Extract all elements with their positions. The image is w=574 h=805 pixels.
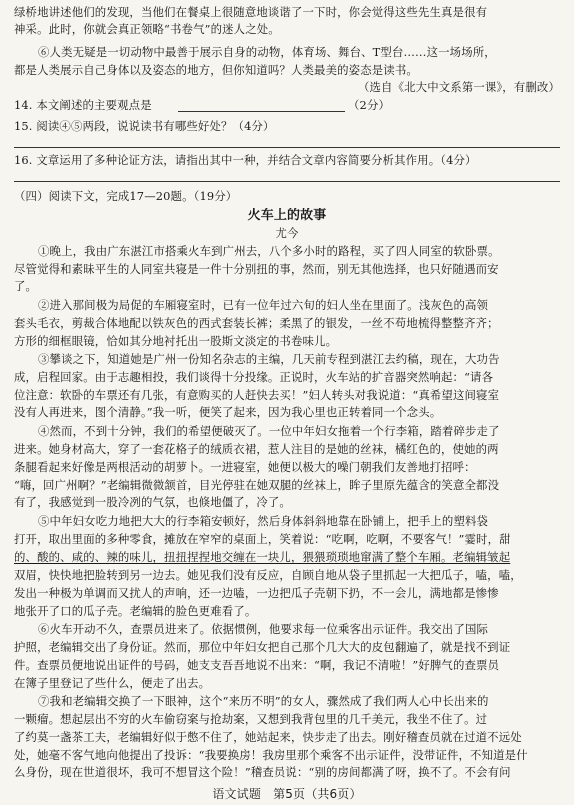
page-footer: 语文试题 第5页（共6页）: [212, 787, 362, 801]
answer-blank[interactable]: [178, 111, 345, 112]
text-line: 有了，我感觉到一股冷冽的气氛，也倏地僵了，冷了。: [14, 495, 291, 509]
article-author: 尤今: [275, 226, 299, 240]
text-line: 处，她毫不客气地向他提出了投诉：“我要换房！我房里那个乘客不出示证件，没带证件，不知道是什: [14, 748, 528, 762]
text-line: 尽管觉得和素昧平生的人同室共寝是一件十分别扭的事，然而，别无其他选择，也只好随遇而安: [14, 262, 499, 276]
article-title: 火车上的故事: [247, 208, 327, 223]
text-line: ⑥火车开动不久，查票员进来了。依据惯例，他要求每一位乘客出示证件。我交出了国际: [38, 622, 489, 636]
text-line: 一颗瘤。想起层出不穷的火车偷窃案与抢劫案，又想到我背包里的几千美元，我坐不住了。过: [14, 712, 488, 726]
text-line: 位注意：软卧的车票还有几张，有意购买的人赶快去买！”妇人转头对我说道：“真希望这间寝室: [14, 388, 500, 402]
text-line: 了约莫一盏茶工夫，老编辑好似于憋不住了，她站起来，快步走了出去。刚好稽查员就在过道不远处: [14, 730, 522, 744]
text-line: ①晚上，我由广东湛江市搭乘火车到广州去，八个多小时的路程，买了四人同室的软卧票。: [38, 244, 500, 258]
text-line: 了。: [14, 279, 38, 293]
text-line-underlined: 的、酸的、咸的、辣的味儿，扭扭捏捏地交缠在一块儿，猥猥琐琐地窜满了整个车厢。老编辑皱起: [14, 550, 511, 564]
text-line: 绿桥地讲述他们的发现，当他们在餐桌上很随意地谈谐了一下时，你会觉得这些先生真是很有: [14, 5, 488, 19]
text-line: 没有人再进来，图个清静。”我一听，便笑了起来，因为我心里也正转着同一个念头。: [14, 405, 442, 419]
answer-blank[interactable]: [14, 181, 560, 182]
text-line: 条腿看起来好像是两根活动的胡萝卜。一进寝室，她便以极大的噪门朝我们友善地打招呼：: [14, 460, 476, 474]
text-line: 在簿子里登记了些什么，便走了出去。: [14, 676, 211, 690]
text-line: 打开，取出里面的多种零食，摊放在窄窄的桌面上，笑着说：“吃啊，吃啊，不要客气！”霎时，甜: [14, 532, 511, 546]
text-line: 护照，老编辑交出了身份证。然而，那位中年妇女把自己那个几大大的皮包翻遍了，就是找不到证: [14, 640, 511, 654]
text-line: 件。查票员便地说出证件的号码，她支支吾吾地说不出来：“啊，我记不清啦！”好脾气的查票员: [14, 658, 500, 672]
text-line: ⑥人类无疑是一切动物中最善于展示自身的动物，体育场、舞台、T型台……这一场场所，: [38, 45, 496, 59]
text-line: 成，启程回家。由于志趣相投，我们谈得十分投缘。正说时，火车站的扩音器突然响起：“请各: [14, 370, 494, 384]
text-line: 套头毛衣，剪裁合体地配以铁灰色的西式套装长裤；柔黑了的银发，一丝不苟地梳得整整齐齐；: [14, 316, 499, 330]
text-line: 么身份，现在世道很坏，我可不想冒这个险！”稽查员说：“别的房间都满了呀，换不了。不会有问: [14, 765, 511, 779]
section-heading: （四）阅读下文，完成17—20题。（19分）: [14, 189, 238, 203]
question-15: 15. 阅读④⑤两段，说说读书有哪些好处？（4分）: [14, 119, 275, 133]
text-line: ④然而，不到十分钟，我们的希望便破灭了。一位中年妇女拖着一个行李箱，踏着碎步走了: [38, 424, 500, 438]
text-line: ⑤中年妇女吃力地把大大的行李箱安顿好，然后身体斜斜地靠在卧铺上，把手上的塑料袋: [38, 514, 489, 528]
question-14: 14. 本文阐述的主要观点是: [14, 98, 152, 112]
text-line: 双眉，快快地把脸转到另一边去。她见我们没有反应，自顾自地从袋子里抓起一大把瓜子，嗑，嗑，: [14, 568, 522, 582]
source-citation: （选自《北大中文系第一课》，有删改）: [357, 80, 560, 94]
question-14-score: （2分）: [348, 98, 391, 112]
text-line: 方形的细框眼镜，恰如其分地衬托出一股斯文淡定的书卷味儿。: [14, 334, 338, 348]
text-line: 发出一种极为单调而又扰人的声响，还一边嗑，一边把瓜子壳朝下扔，不一会儿，满地都是惨惨: [14, 586, 499, 600]
text-line: ⑦我和老编辑交换了一下眼神，这个“来历不明”的女人，骤然成了我们两人心中长出来的: [38, 694, 489, 708]
text-line: “嗨，回广州啊？”老编辑微微颔首，目光停驻在她双腿的丝袜上，眸子里原先蕴含的笑意全都没: [14, 478, 500, 492]
text-line: 神采。此时，你就会真正领略“书卷气”的迷人之处。: [14, 22, 280, 36]
text-line: ③攀谈之下，知道她是广州一份知名杂志的主编，几天前专程到湛江去约稿，现在，大功告: [38, 352, 500, 366]
text-line: ②进入那间极为局促的车厢寝室时，已有一位年过六旬的妇人坐在里面了。浅灰色的高领: [38, 298, 489, 312]
answer-blank[interactable]: [14, 147, 560, 148]
text-line: 都是人类展示自己身体以及姿态的地方，但你知道吗？人类最美的姿态是读书。: [14, 63, 418, 77]
text-line: 地张开了口的瓜子壳。老编辑的脸色更难看了。: [14, 604, 257, 618]
question-16: 16. 文章运用了多种论证方法，请指出其中一种，并结合文章内容简要分析其作用。（4分）: [14, 153, 477, 167]
text-line: 进来。她身材高大，穿了一套花格子的绒质衣裙，惹人注目的是她的丝袜，橘红色的，使她的两: [14, 442, 499, 456]
